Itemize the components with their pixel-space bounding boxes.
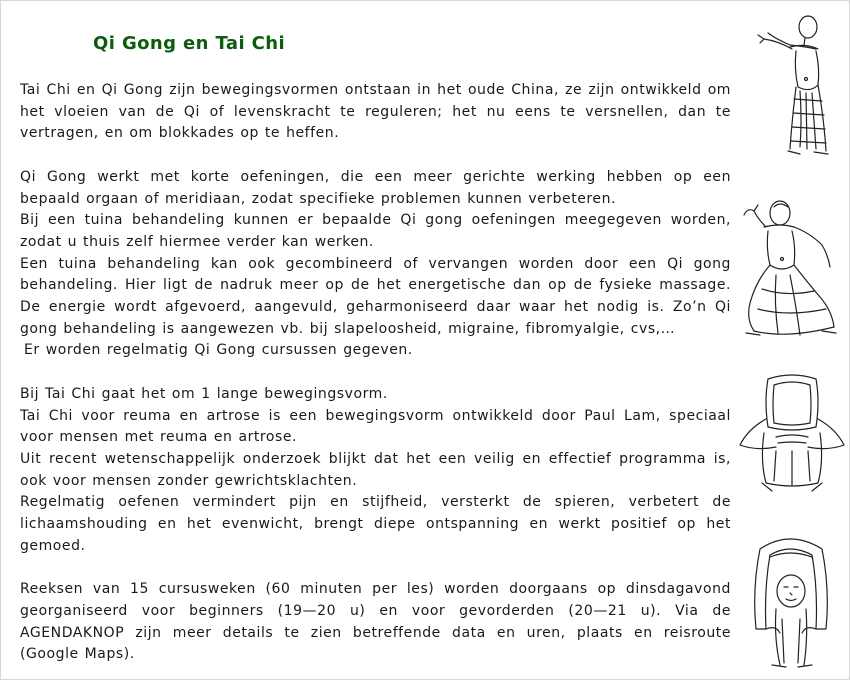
paragraph-qigong-courses: Er worden regelmatig Qi Gong cursussen gegeven. bbox=[24, 342, 413, 359]
illustration-column bbox=[736, 1, 846, 681]
paragraph-spacer bbox=[20, 145, 731, 167]
paragraph-benefits: Regelmatig oefenen vermindert pijn en stijfheid, versterkt de spieren, verbetert de lichaamshouding en het evenwicht, brengt diepe ontspanning en werkt positief op het gemoed. bbox=[20, 494, 731, 554]
paragraph-qigong-exercises: Qi Gong werkt met korte oefeningen, die een meer gerichte werking hebben op een bepaald orgaan of meridiaan, zodat specifieke problemen kunnen verbeteren. bbox=[20, 168, 731, 207]
qigong-figure-bending-forward-illustration bbox=[736, 371, 846, 501]
qigong-figure-arm-raised-illustration bbox=[736, 193, 844, 343]
qigong-figure-head-down-illustration bbox=[746, 529, 841, 671]
article-body bbox=[20, 80, 731, 666]
paragraph-spacer bbox=[20, 362, 731, 384]
paragraph-intro: Tai Chi en Qi Gong zijn bewegingsvormen ontstaan in het oude China, ze zijn ontwikkeld om het vloeien van de Qi of levenskracht te reguleren; het nu eens te versnellen, dan te vertragen, en om blokkades op te heffen. bbox=[20, 82, 731, 142]
paragraph-course-schedule: Reeksen van 15 cursusweken (60 minuten per les) worden doorgaans op dinsdagavond georganiseerd voor beginners (19—20 u) en voor gevorderden (20—21 u). Via de AGENDAKNOP zijn meer details te zien betreffende data en uren, plaats en reisroute (Google Maps). bbox=[20, 581, 731, 663]
paragraph-research: Uit recent wetenschappelijk onderzoek blijkt dat het een veilig en effectief programma is, ook voor mensen zonder gewrichtsklachten. bbox=[20, 450, 731, 489]
paragraph-tuina-exercises: Bij een tuina behandeling kunnen er bepaalde Qi gong oefeningen meegegeven worden, zodat u thuis zelf hiermee verder kan werken. bbox=[20, 212, 731, 250]
paragraph-taichi-form: Bij Tai Chi gaat het om 1 lange bewegingsvorm. bbox=[20, 385, 388, 402]
paragraph-qigong-treatment: Een tuina behandeling kan ook gecombineerd of vervangen worden door een Qi gong behandeling. Hier ligt de nadruk meer op de het energetische dan op de fysieke massage. De energie wordt afgevoerd, aangevuld, geharmoniseerd daar waar het nodig is. Zo’n Qi gong behandeling is aangewezen vb. bij slapeloosheid, migraine, fibromyalgie, cvs,… bbox=[20, 255, 731, 337]
page-title: Qi Gong en Tai Chi bbox=[93, 33, 286, 54]
qigong-figure-arms-forward-illustration bbox=[750, 9, 840, 159]
paragraph-taichi-reuma: Tai Chi voor reuma en artrose is een bewegingsvorm ontwikkeld door Paul Lam, speciaal voor mensen met reuma en artrose. bbox=[20, 407, 731, 446]
paragraph-spacer bbox=[20, 557, 731, 579]
